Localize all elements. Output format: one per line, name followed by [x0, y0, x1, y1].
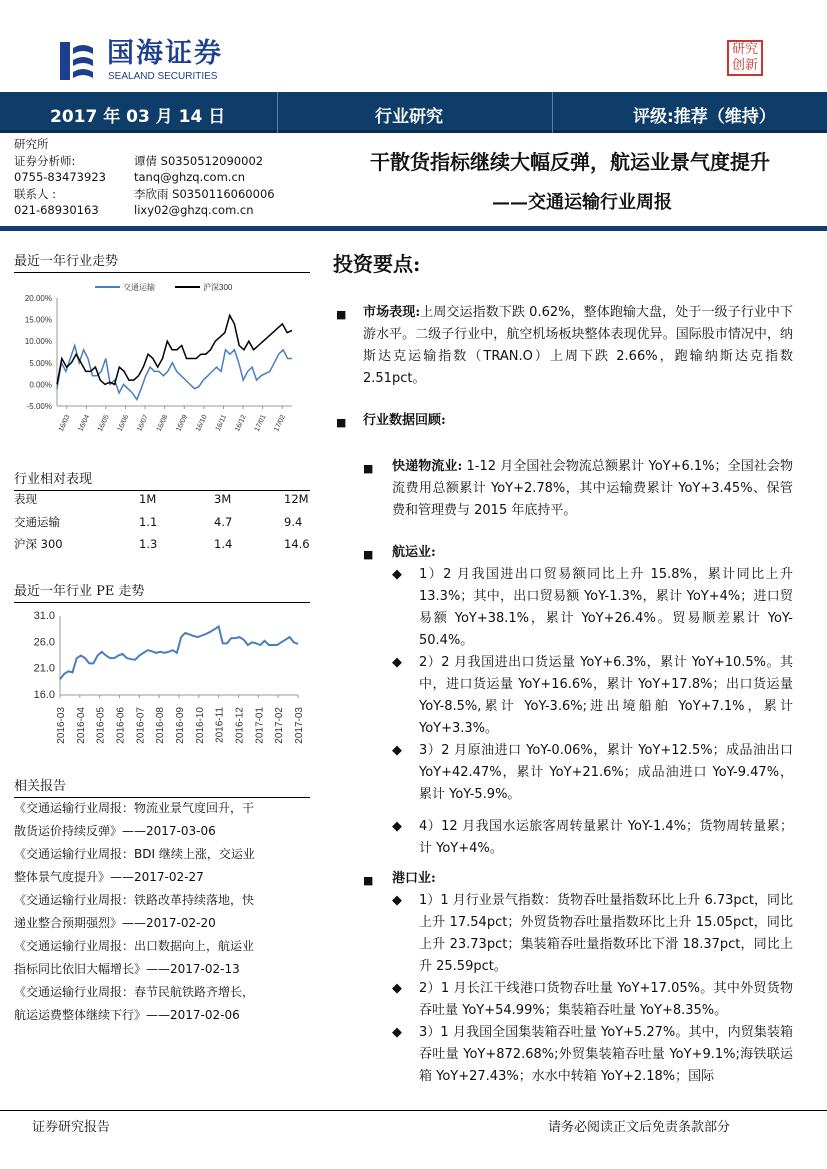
square-bullet-icon: ■: [336, 416, 347, 429]
table-row: 沪深 300 1.3 1.4 14.6: [14, 537, 310, 552]
x-tick-label: 16/07: [136, 413, 150, 433]
x-tick-label: 2016-03: [56, 707, 67, 744]
y-tick-label: 10.00%: [24, 337, 52, 347]
square-bullet-icon: ■: [363, 548, 374, 561]
analyst-name: 谭倩 S0350512090002: [134, 153, 264, 168]
dept: 研究所: [14, 137, 49, 151]
x-tick-label: 2016-08: [155, 707, 167, 744]
section-heading: 投资要点:: [333, 252, 421, 276]
square-bullet-icon: ■: [363, 462, 374, 475]
divider: [277, 92, 278, 133]
list-item: ◆ 2）1 月长江干线港口货物吞吐量 YoY+17.05%。其中外贸货物吞吐量 YoY+54.99%；集装箱吞吐量 YoY+8.35%。: [392, 981, 793, 1018]
rating: 评级:推荐（维持）: [633, 107, 776, 127]
shipping-heading: 航运业:: [392, 545, 436, 560]
series-line-交通运输: [57, 346, 292, 400]
x-tick-label: 16/06: [116, 413, 131, 433]
analyst-info: [14, 136, 275, 219]
related-report-link[interactable]: 《交通运输行业周报：铁路改革持续落地，快 递业整合预期强烈》——2017-02-20: [14, 893, 255, 930]
pe-trend-chart: [0, 600, 310, 765]
x-tick-label: 16/11: [214, 413, 229, 433]
x-tick-label: 2016-06: [115, 707, 127, 744]
list-item: ◆ 1）1 月行业景气指数：货物吞吐量指数环比上升 6.73pct，同比上升 17.54pct；外贸货物吞吐量指数环比上升 15.05pct，同比上升 23.73pct；集装箱吞吐量指数环比下滑 18.37pct，同比上升 25.59pct。: [392, 893, 793, 974]
industry-trend-chart: [0, 275, 310, 460]
pe-title: 最近一年行业 PE 走势: [14, 580, 310, 603]
y-tick-label: 0.00%: [29, 380, 52, 390]
analyst-email[interactable]: tanq@ghzq.com.cn: [134, 170, 246, 184]
x-tick-label: 16/08: [155, 413, 170, 433]
port-heading: 港口业:: [392, 871, 436, 886]
x-tick-label: 2017-01: [254, 707, 266, 744]
logo-icon: [58, 40, 100, 82]
x-tick-label: 2016-07: [135, 707, 147, 744]
divider: [0, 1110, 827, 1111]
y-tick-label: -5.00%: [26, 402, 52, 411]
y-tick-label: 15.00%: [24, 315, 52, 325]
report-date: 2017 年 03 月 14 日: [50, 107, 226, 127]
contact-phone: 021-68930163: [14, 203, 99, 217]
x-tick-label: 2017-03: [294, 707, 305, 744]
shipping-list: [392, 564, 793, 860]
logo-subtext: SEALAND SECURITIES: [108, 71, 218, 82]
y-tick-label: 31.0: [33, 610, 55, 622]
report-category: 行业研究: [375, 107, 443, 127]
list-item: ◆ 2）2 月我国进出口货运量 YoY+6.3%，累计 YoY+10.5%。其中，进口货运量 YoY+16.6%，累计 YoY+17.8%；出口货运量 YoY-8.5%,累计 YoY-3.6%;进出境船舶 YoY+7.1%，累计 YoY+3.3%。: [392, 655, 793, 736]
divider: [552, 92, 553, 133]
logo-text: 国海证券: [107, 38, 223, 69]
x-tick-label: 2016-11: [214, 707, 226, 743]
list-item: ◆ 1）2 月我国进出口贸易额同比上升 15.8%，累计同比上升 13.3%；其中，出口贸易额 YoY-1.3%，累计 YoY+4%；进口贸易额 YoY+38.1%，累计 YoY+26.4%。贸易顺差累计 YoY-50.4%。: [392, 567, 793, 648]
analyst-label: 证券分析师:: [14, 153, 76, 168]
trend-title: 最近一年行业走势: [14, 250, 310, 273]
x-tick-label: 16/12: [234, 413, 248, 433]
x-tick-label: 2016-05: [95, 707, 107, 744]
contact-label: 联系人 :: [14, 186, 57, 201]
related-report-link[interactable]: 《交通运输行业周报：物流业景气度回升，干 散货运价持续反弹》——2017-03-06: [14, 801, 255, 838]
perf-title: 行业相对表现: [14, 468, 310, 491]
x-tick-label: 17/02: [273, 413, 288, 433]
x-tick-label: 16/10: [194, 413, 209, 433]
related-report-link[interactable]: 《交通运输行业周报：出口数据向上，航运业 指标同比依旧大幅增长》——2017-02-13: [14, 939, 255, 976]
seal-stamp: 研究 创新: [727, 40, 763, 76]
y-tick-label: 5.00%: [29, 358, 52, 368]
related-reports: [14, 797, 314, 1027]
related-report-link[interactable]: 《交通运输行业周报：BDI 继续上涨，交运业 整体景气度提升》——2017-02-27: [14, 847, 255, 884]
square-bullet-icon: ■: [336, 308, 347, 321]
x-tick-label: 2017-02: [274, 707, 286, 744]
contact-name: 李欣雨 S0350116060006: [134, 186, 275, 201]
x-tick-label: 2016-10: [194, 707, 206, 744]
perf-table: [14, 488, 310, 556]
list-item: ◆ 3）2 月原油进口 YoY-0.06%，累计 YoY+12.5%；成品油出口 YoY+42.47%，累计 YoY+21.6%；成品油进口 YoY-9.47%，累计 YoY-5.9%。: [392, 743, 793, 802]
express-summary: 快递物流业: 1-12 月全国社会物流总额累计 YoY+6.1%；全国社会物流费用总额累计 YoY+2.78%，其中运输费累计 YoY+3.45%、保管费和管理费与 2015 年底持平。: [392, 459, 793, 518]
related-report-link[interactable]: 《交通运输行业周报：春节民航铁路齐增长， 航运运费整体继续下行》——2017-02-06: [14, 985, 255, 1022]
related-title: 相关报告: [14, 775, 310, 798]
footer-left: 证券研究报告: [32, 1120, 111, 1135]
y-tick-label: 26.0: [33, 636, 55, 649]
analyst-phone: 0755-83473923: [14, 170, 106, 184]
list-item: ◆ 4）12 月我国水运旅客周转量累计 YoY-1.4%；货物周转量累；计 YoY+4%。: [392, 819, 793, 856]
port-list: [392, 890, 793, 1088]
table-header: 表现 1M 3M 12M: [14, 492, 309, 507]
y-tick-label: 21.0: [33, 662, 55, 675]
divider: [0, 226, 827, 231]
table-row: 交通运输 1.1 4.7 9.4: [14, 514, 303, 529]
list-item: ◆ 3）1 月我国全国集装箱吞吐量 YoY+5.27%。其中，内贸集装箱吞吐量 YoY+872.68%;外贸集装箱吞吐量 YoY+9.1%;海铁联运箱 YoY+27.43%；水水中转箱 YoY+2.18%；国际: [392, 1025, 793, 1084]
x-tick-label: 16/09: [175, 413, 190, 433]
review-heading: 行业数据回顾:: [363, 413, 446, 428]
x-tick-label: 2016-12: [234, 707, 246, 744]
report-title: 干散货指标继续大幅反弹，航运业景气度提升: [370, 150, 770, 174]
report-info-bar: [0, 92, 827, 133]
x-tick-label: 17/01: [253, 413, 268, 433]
legend-label: 交通运输: [123, 283, 155, 292]
market-summary: 市场表现:上周交运指数下跌 0.62%，整体跑输大盘，处于一级子行业中下游水平。二级子行业中，航空机场板块整体表现优异。国际股市情况中，纳斯达克运输指数（TRAN.O）上周下跌 2.66%，跑输纳斯达克指数 2.51pct。: [363, 305, 793, 386]
x-tick-label: 16/03: [57, 413, 72, 433]
x-tick-label: 2016-04: [75, 707, 87, 744]
y-tick-label: 20.00%: [24, 294, 52, 303]
x-tick-label: 2016-09: [175, 707, 186, 744]
footer-disclaimer: 请务必阅读正文后免责条款部分: [548, 1120, 731, 1135]
contact-email[interactable]: lixy02@ghzq.com.cn: [134, 203, 254, 217]
x-tick-label: 16/05: [97, 413, 111, 433]
report-subtitle: ——交通运输行业周报: [492, 192, 672, 213]
series-line-PE: [60, 627, 298, 680]
legend-label: 沪深300: [203, 283, 233, 292]
y-tick-label: 16.0: [33, 689, 55, 701]
square-bullet-icon: ■: [363, 874, 374, 887]
x-tick-label: 16/04: [77, 413, 92, 433]
